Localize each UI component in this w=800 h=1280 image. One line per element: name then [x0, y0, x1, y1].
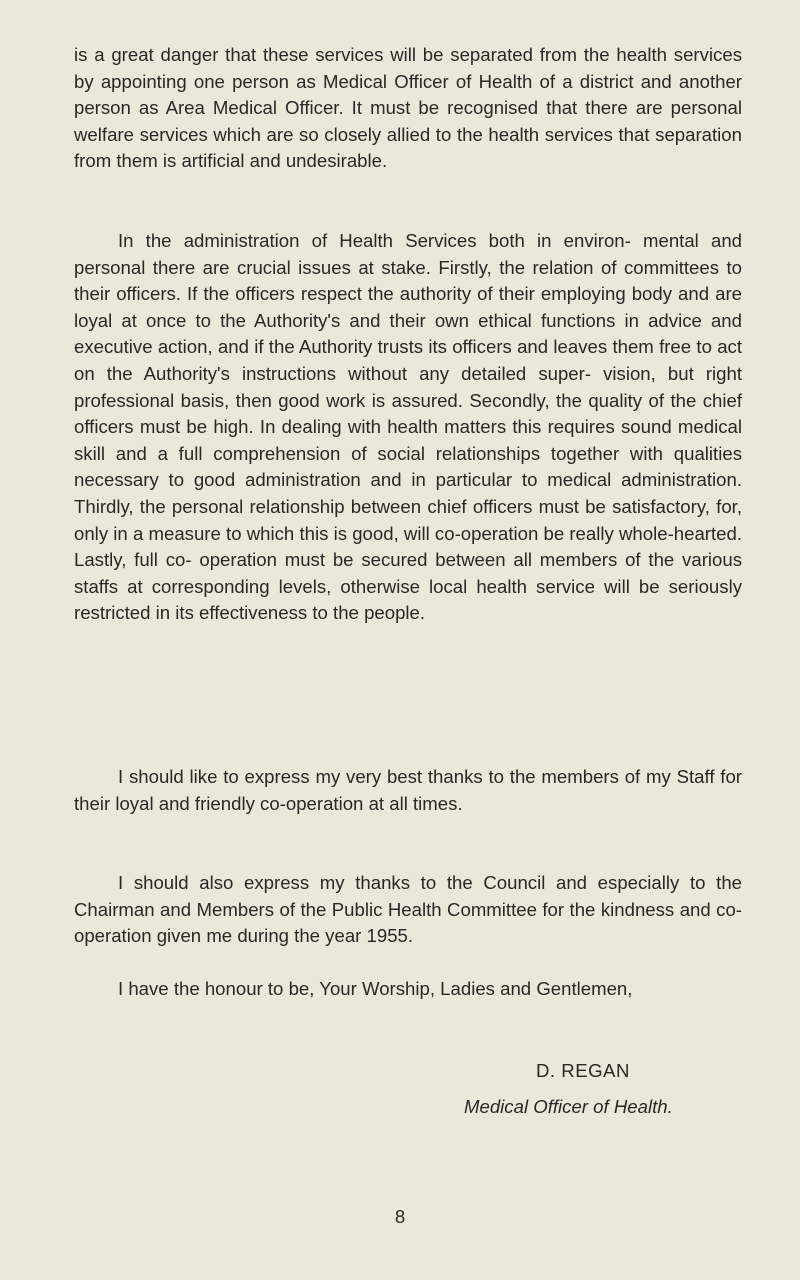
signature-title: Medical Officer of Health. — [464, 1096, 673, 1117]
page-number: 8 — [394, 1206, 406, 1227]
paragraph-services-separation: is a great danger that these services will be separated from the health services by appointing one person as Medical Officer of Health of a district and another person as Area Medical Officer. It must be recognised that there are personal welfare services which are so closely allied to the health services that separation from them is artificial and undesirable. — [74, 44, 742, 172]
paragraph-administration-issues: In the administration of Health Services both in environ- mental and personal there are crucial issues at stake. Firstly, the relation of committees to their officers. If the officers respect the authority of their employing body and are loyal at once to the Authority's and their own ethical functions in advice and executive action, and if the Authority trusts its officers and leaves them free to act on the Authority's instructions without any detailed super- vision, but right professional basis, then good work is assured. Secondly, the quality of the chief officers must be high. In dealing with health matters this requires sound medical skill and a full comprehension of social relationships together with qualities necessary to good administration and in particular to medical administration. Thirdly, the personal relationship between chief officers must be satisfactory, for, only in a measure to which this is good, will co-operation be really whole-hearted. Lastly, full co- operation must be secured between all members of the various staffs at corresponding levels, otherwise local health service will be seriously restricted in its effectiveness to the people. — [74, 230, 742, 624]
paragraph-closing-salutation: I have the honour to be, Your Worship, Ladies and Gentlemen, — [118, 978, 633, 999]
paragraph-council-thanks: I should also express my thanks to the Council and especially to the Chairman and Members of the Public Health Committee for the kindness and co-operation given me during the year 1955. — [74, 872, 742, 947]
paragraph-staff-thanks: I should like to express my very best thanks to the members of my Staff for their loyal and friendly co-operation at all times. — [74, 766, 742, 814]
signature-name: D. REGAN — [536, 1060, 630, 1081]
